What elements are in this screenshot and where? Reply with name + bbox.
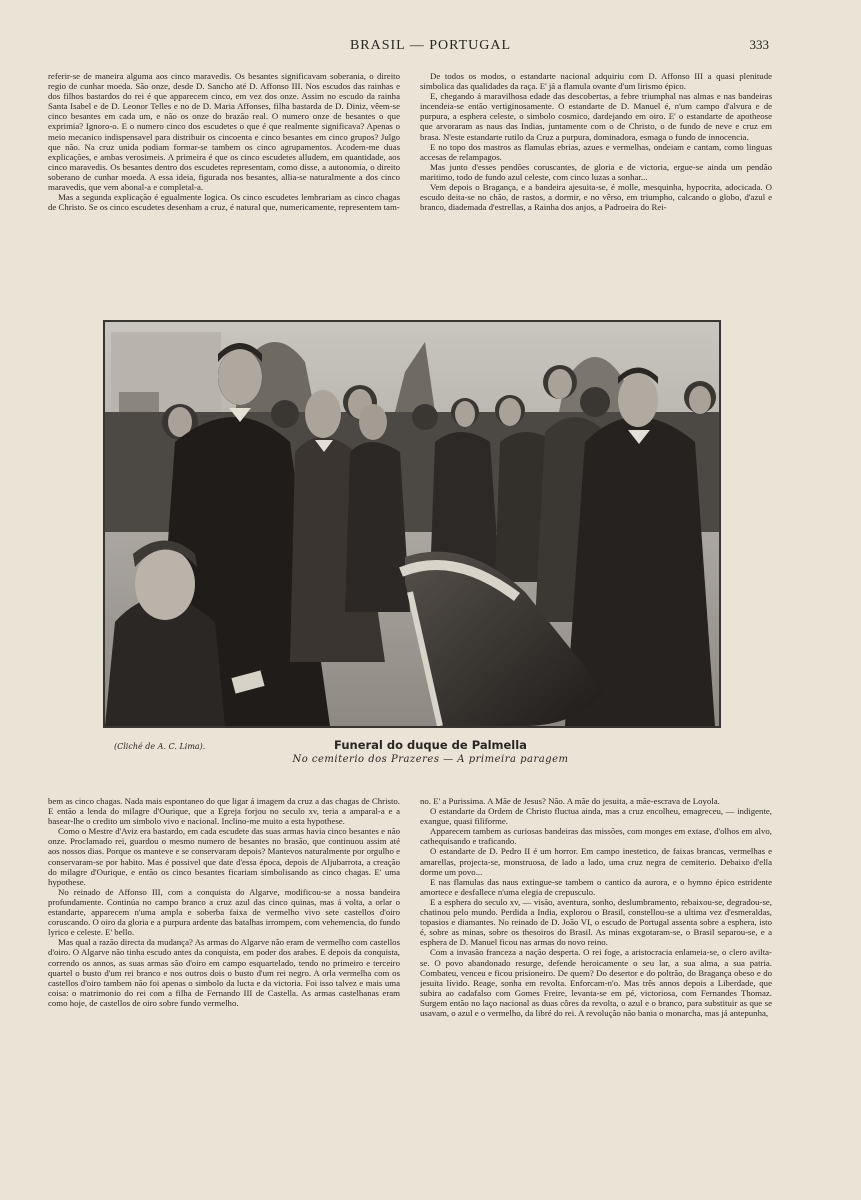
paragraph: bem as cinco chagas. Nada mais espontaneo do que ligar á imagem da cruz a das chagas de Christo. E então a lenda do milagre d'Ourique, que a Egreja forjou no seculo xv, teria a amparal-a e a basear-lhe o credito um simbolo vivo e nacional. Inclino-me muito a esta hypothese. (48, 796, 400, 827)
column-top-right (420, 71, 772, 289)
paragraph: O estandarte de D. Pedro II é um horror. Em campo inestetico, de faixas brancas, vermelhas e amarellas, projecta-se, monstruosa, de lado a lado, uma cruz negra de cemiterio. Debaixo d'ella dorme um povo... (420, 846, 772, 877)
photo-caption-title: Funeral do duque de Palmella (334, 738, 527, 752)
paragraph: E a esphera do seculo xv, — visão, aventura, sonho, deslumbramento, rebaixou-se, degradou-se, chatinou pelo mundo. Perdida a India, explorou o Brasil, constellou-se a ultima vez d'esmeraldas, topasios e diamantes. No reinado de D. João VI, o escudo de Portugal assenta sobre a esphera, isto é, sobre as minas, sobre os thesoiros do Brasil. As minas exgotaram-se, o Brasil separou-se, e a esphera de D. Manuel ficou nas armas do novo reino. (420, 896, 772, 948)
paragraph: no. E' a Purissima. A Mãe de Jesus? Não. A mãe do jesuita, a mãe-escrava de Loyola. (420, 796, 720, 806)
page-header (0, 36, 861, 58)
column-bottom-right (420, 796, 772, 1136)
paragraph: Mas a segunda explicação é egualmente logica. Os cinco escudetes lembrariam as cinco chagas de Christo. Se os cinco escudetes desenham a cruz, é natural que, numericamente, representem tam- (48, 192, 400, 213)
paragraph: E no topo dos mastros as flamulas ebrias, azues e vermelhas, ondeiam e cantam, como linguas accesas de relampagos. (420, 141, 772, 162)
paragraph: Como o Mestre d'Aviz era bastardo, em cada escudete das suas armas havia cinco besantes e não onze. Proclamado rei, guardou o mesmo numero de besantes no brasão, que continuou assim até aos nossos dias. Porque os manteve e se conservaram depois? Mantevos naturalmente por orgulho e conservaram-se por habito. Mas é possivel que date d'essa época, depois de Aljubarrota, a creação do milagre d'Ourique, e então os cinco besantes ficariam simbolisando as cinco chagas. E' uma hypothese. (48, 826, 400, 887)
paragraph: Mas qual a razão directa da mudança? As armas do Algarve não eram de vermelho com castellos d'oiro. O Algarve não tinha escudo antes da conquista, em poder dos arabes. E depois da conquista, correndo os annos, as suas armas são d'oiro em campo esquartelado, tendo no primeiro e terceiro quartel o busto d'um rei branco e nos outros dois o busto d'um rei negro. A orla vermelha com os castellos d'oiro tambem não foi apenas o simbolo da lucta e da victoria. Foi isso talvez e mais uma coisa: o matrimonio do rei com a filha de Fernando III de Castella. As armas castelhanas eram como hoje, de castellos de oiro sobre fundo vermelho. (48, 937, 400, 1008)
paragraph: Mas junto d'esses pendões coruscantes, de gloria e de victoria, ergue-se ainda um pendão maritimo, todo de fundo azul celeste, com cinco luzas a sonhar... (420, 161, 772, 182)
paragraph: No reinado de Affonso III, com a conquista do Algarve, modificou-se a nossa bandeira profundamente. Continúa no campo branco a cruz azul das cinco quinas, mas á volta, a orlar o estandarte, apparecem n'uma ampla e soberba faixa de vermelho vivo sete castellos d'oiro coruscando. O oiro da gloria e a purpura ardente das batalhas irrompem, com vehemencia, do fundo lyrico e celeste. E' bello. (48, 886, 400, 938)
photo-illustration (105, 322, 719, 726)
column-top-left (48, 71, 400, 289)
paragraph: E, chegando á maravilhosa edade das descobertas, a febre triumphal nas almas e nas bandeiras incendeia-se então vertiginosamente. O estandarte de D. Manuel é, n'um campo d'alvura e de purpura, a esphera celeste, o simbolo cosmico, dardejando em oiro. E' o estandarte de apotheose que arvoraram as naus das Indias, juntamente com o de Christo, o de fundo de neve e cruz em brasa. N'este estandarte rutilo da Cruz a purpura, dominadora, esmaga o fundo de innocencia. (420, 91, 772, 142)
paragraph: Vem depois o Bragança, e a bandeira ajesuita-se, é molle, mesquinha, hypocrita, adocicada. O escudo deita-se no chão, de rastos, a dormir, e no vêrso, em triumpho, calcando o globo, d'azul e branco, diademada d'estrellas, a Rainha dos anjos, a Padroeira do Rei- (420, 182, 772, 213)
paragraph: Apparecem tambem as curiosas bandeiras das missões, com monges em extase, d'olhos em alvo, cathequisando e traficando. (420, 826, 772, 847)
paragraph: Com a invasão franceza a nação desperta. O rei foge, a aristocracia enlameia-se, o clero avilta-se. O povo abandonado resurge, defende heroicamente o seu lar, a sua alma, a sua patria. Combateu, venceu e ficou prisioneiro. De quem? Do desertor e do poltrão, do Bragança obeso e do jesuita lívido. Reage, sonha em revolta. Enforcam-n'o. Mas três annos depois a Liberdade, que subira ao cadafalso com Gomes Freire, levanta-se em pé, victoriosa, com Fernandes Thomaz. Surgem então no laço nacional as duas côres da revolta, o azul e o branco, para substituir as que se usavam, o azul e o vermelho, da libré do rei. A revolução não bania o monarcha, mas já antepunha, (420, 947, 772, 1018)
paragraph: O estandarte da Ordem de Christo fluctua ainda, mas a cruz encolheu, emagreceu, — indigente, exangue, quasi filiforme. (420, 806, 772, 827)
page-number: 333 (749, 37, 769, 52)
funeral-photograph (103, 320, 721, 728)
running-title: BRASIL — PORTUGAL (349, 38, 512, 53)
photo-credit: (Cliché de A. C. Lima). (114, 742, 206, 751)
paragraph: E nas flamulas das naus extingue-se tambem o cantico da aurora, e o hymno épico estridente amortece e desfallece n'uma elegia de crepusculo. (420, 876, 772, 897)
column-bottom-left (48, 796, 400, 1136)
paragraph: referir-se de maneira alguma aos cinco maravedis. Os besantes significavam soberania, o direito regio de cunhar moeda. São onze, desde D. Sancho até D. Affonso III. Nos escudos das rainhas e dos filhos bastardos do rei é que apparecem cinco, em vez dos onze. Assim no escudo da rainha Santa Isabel e de D. Leonor Telles e no de D. Maria Affonses, filha bastarda de D. Diniz, vêem-se cinco besantes em cada um, e não os onze do brazão real. O numero onze de besantes o que exprimia? Ignoro-o. E o numero cinco dos escudetes o que é que realmente significava? Apenas o meio mecanico indispensavel para distribuir os cincoenta e cinco besantes em cinco grupos? Julgo que não. Na cruz unida podiam formar-se tambem os cinco agrupamentos. Acodem-me duas explicações, e ambas verosimeis. A primeira é que os cinco escudetes alludem, em quantidade, aos cinco maravedis. Os besantes dentro dos escudetes representam, como disse, a autonomia, o direito soberano de cunhar moeda. A essa ideia, figurada nos besantes, allia-se naturalmente a dos cinco maravedis, que vem abonal-a e completal-a. (48, 71, 400, 193)
paragraph: De todos os modos, o estandarte nacional adquiriu com D. Affonso III a quasi plenitude simbolica das qualidades da raça. E' já a flamula ovante d'um lirismo épico. (420, 71, 772, 92)
photo-caption-subtitle: No cemiterio dos Prazeres — A primeira paragem (292, 754, 569, 765)
